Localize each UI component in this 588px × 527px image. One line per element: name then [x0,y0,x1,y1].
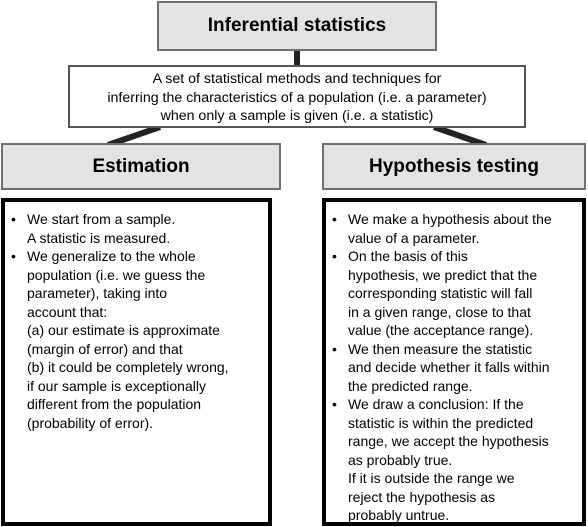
bullet-line: statistic is within the predicted [348,414,534,431]
main-title: Inferential statistics [157,1,437,51]
bullet-line: We make a hypothesis about the [348,211,552,227]
bullet-item [332,340,574,396]
bullet-item [11,210,260,247]
estimation-bullet-list [11,210,260,432]
bullet-line: hypothesis, we predict that the [348,266,538,283]
bullet-line: corresponding statistic will fall [348,285,533,301]
estimation-title: Estimation [1,143,281,190]
bullet-line: account that: [27,303,108,320]
bullet-line: If it is outside the range we [348,470,515,486]
definition-line: inferring the characteristics of a population (i.e. a parameter) [107,89,487,106]
bullet-item [332,395,574,525]
definition-box [68,65,526,128]
bullet-line: as probably true. [348,451,453,468]
bullet-line: reject the hypothesis as [348,488,496,505]
definition-line: when only a sample is given (i.e. a statistic) [160,108,434,124]
bullet-glyph: • [11,248,16,264]
bullet-line: population (i.e. we guess the [27,266,206,283]
hypothesis-title: Hypothesis testing [322,143,586,190]
bullet-line: We start from a sample. [27,211,176,227]
bullet-line: the predicted range. [348,377,473,394]
bullet-glyph: • [332,340,337,357]
bullet-line: A statistic is measured. [27,229,171,246]
bullet-glyph: • [332,211,337,227]
bullet-item [332,247,574,340]
bullet-line: We generalize to the whole [27,248,196,264]
bullet-line: and decide whether it falls within [348,359,550,375]
bullet-line: in a given range, close to that [348,303,531,320]
hypothesis-panel [322,198,586,526]
definition-line: A set of statistical methods and techniques for [152,71,442,87]
bullet-item [11,247,260,432]
bullet-line: value of a parameter. [348,229,480,246]
bullet-item [332,210,574,247]
bullet-line: We then measure the statistic [348,340,533,357]
bullet-line: range, we accept the hypothesis [348,433,549,449]
bullet-glyph: • [332,396,337,412]
bullet-line: On the basis of this [348,248,468,264]
bullet-glyph: • [332,248,337,264]
bullet-line: value (the acceptance range). [348,322,534,338]
hypothesis-bullet-list [332,210,574,525]
bullet-line: (b) it could be completely wrong, [27,359,229,375]
bullet-line: (a) our estimate is approximate [27,322,220,338]
estimation-panel [1,198,272,526]
bullet-glyph: • [11,211,16,227]
bullet-line: (probability of error). [27,414,154,431]
bullet-line: if our sample is exceptionally [27,377,206,394]
bullet-line: We draw a conclusion: If the [348,396,524,412]
bullet-line: different from the population [27,396,202,412]
bullet-line: parameter), taking into [27,285,168,301]
bullet-line: probably untrue. [348,507,450,523]
bullet-line: (margin of error) and that [27,340,183,357]
